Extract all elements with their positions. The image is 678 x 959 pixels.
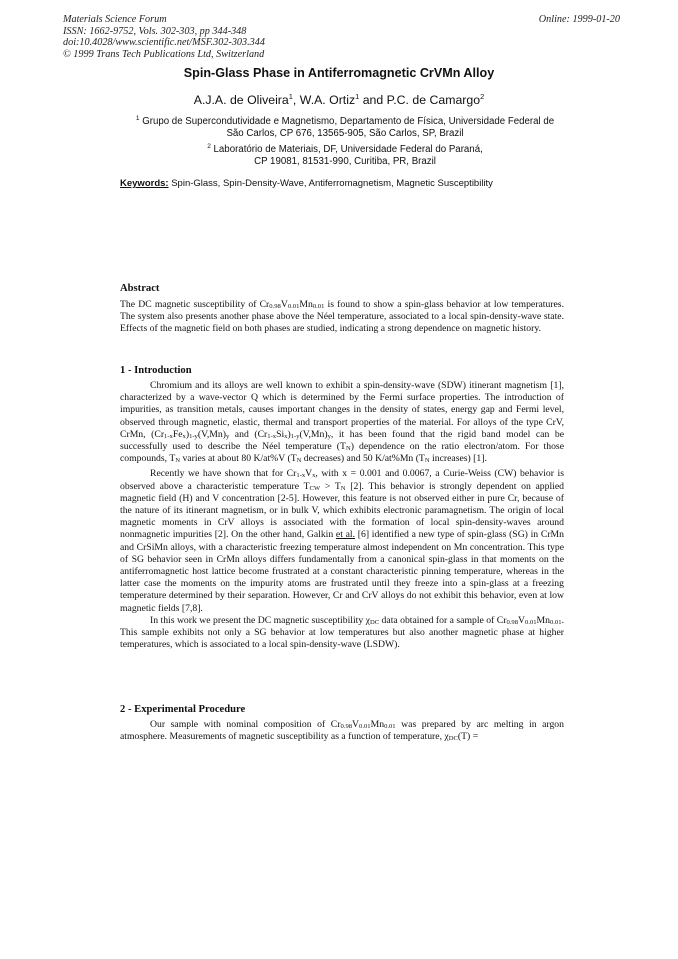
author-list <box>0 92 678 107</box>
issn-line: ISSN: 1662-9752, Vols. 302-303, pp 344-348 <box>63 25 247 37</box>
intro-paragraph-3 <box>120 615 564 652</box>
subscript: 0.01 <box>525 618 537 626</box>
subscript: x <box>284 432 288 440</box>
subscript: 0.01 <box>384 723 396 730</box>
affiliation-text: São Carlos, CP 676, 13565-905, São Carlos, SP, Brazil <box>226 128 464 140</box>
affiliation-mark: 1 <box>288 92 293 101</box>
subscript: 0.01 <box>550 618 562 626</box>
subscript: N <box>424 457 430 465</box>
affiliation-mark: 2 <box>480 92 485 101</box>
text-run: Mn <box>370 719 385 730</box>
text-run: . This sample exhibits not only a SG behavior at low temperatures but also another magnetic phase at higher temperatures, which is associated to a local spin-density-wave (LSDW). <box>120 614 564 651</box>
text-run: ) dependence on the ratio electron/atom. For those compounds, T <box>120 441 564 465</box>
text-run: (V,Mn) <box>299 428 328 440</box>
subscript: N <box>175 457 181 465</box>
text-run: Si <box>276 428 285 440</box>
text-run: V <box>305 468 313 480</box>
et-al-citation: et al. <box>335 529 356 541</box>
text-run: In this work we present the DC magnetic susceptibility χ <box>150 614 370 626</box>
text-run: Mn <box>536 614 551 626</box>
subscript: DC <box>369 618 380 626</box>
subscript: 0.01 <box>312 303 325 310</box>
affiliation-line <box>110 141 580 156</box>
subscript: 0.01 <box>359 723 371 730</box>
text-run: ) <box>185 428 190 440</box>
text-run: decreases) and 50 K/at%Mn (T <box>301 453 425 465</box>
subscript: 1-x <box>267 432 277 440</box>
subscript: x <box>182 432 186 440</box>
keywords <box>120 178 493 189</box>
introduction-heading: 1 - Introduction <box>120 365 192 376</box>
affiliation-line <box>110 113 580 128</box>
subscript: 1-x <box>164 432 173 440</box>
text-run: (V,Mn) <box>197 428 226 440</box>
intro-paragraph-1 <box>120 380 564 465</box>
experimental-body <box>120 719 564 743</box>
affiliation-text: Laboratório de Materiais, DF, Universidade Federal do Paraná, <box>213 144 483 156</box>
subscript: y <box>225 432 230 440</box>
doi-line: doi:10.4028/www.scientific.net/MSF.302-303.344 <box>63 37 265 49</box>
text-run: Recently we have shown that for Cr <box>150 468 297 480</box>
subscript: 0.98 <box>269 303 281 310</box>
text-run: data obtained for a sample of Cr <box>379 614 507 626</box>
text-run: (T) = <box>457 731 479 743</box>
subscript: x <box>312 472 316 480</box>
keywords-label: Keywords: <box>120 178 169 189</box>
text-run: V <box>352 719 360 730</box>
author-name: P.C. de Camargo <box>386 93 481 108</box>
online-date: Online: 1999-01-20 <box>538 14 620 25</box>
author-separator: , <box>292 93 300 108</box>
text-run: is found to show a spin-glass behavior at low temperatures. The system also presents another phase above the Néel temperature, associated to a local spin-density-wave state. Effects of the magnetic field on both phases are studied, indicating a strong dependence on magnetic history. <box>120 299 565 335</box>
subscript: 1-y <box>290 432 300 440</box>
paper-title: Spin-Glass Phase in Antiferromagnetic CrVMn Alloy <box>183 66 495 80</box>
subscript: 1-y <box>189 432 198 440</box>
text-run: , it has been found that the rigid band model can be successfully used to describe the Néel temperature (T <box>120 428 564 453</box>
subscript: CW <box>309 484 321 492</box>
subscript: 0.98 <box>506 618 518 626</box>
text-run: and (Cr <box>229 428 268 440</box>
subscript: N <box>296 457 302 465</box>
abstract-paragraph <box>120 299 564 336</box>
affiliation-mark: 2 <box>207 143 211 150</box>
affiliation-2 <box>110 141 580 169</box>
text-run: varies at about 80 K/at%V (T <box>180 453 297 465</box>
text-run: [2]. This behavior is strongly dependent on applied magnetic field (H) and V concentration [2-5]. However, this feature is not observed either in pure Cr, because of the nature of its itinerant magnetism, or in bulk V, which exhibits electronic paramagnetism. The origin of local magnetic moments in CrV alloys is associated with the formation of local spin-density-waves around nonmagnetic impurities [2]. On the other hand, Galkin <box>120 480 564 541</box>
intro-paragraph-2 <box>120 468 564 614</box>
text-run: V <box>518 614 525 626</box>
journal-header <box>63 14 265 60</box>
affiliation-mark: 1 <box>135 115 140 122</box>
text-run: Mn <box>299 299 313 310</box>
text-run: The DC magnetic susceptibility of Cr <box>120 299 270 310</box>
subscript: N <box>340 484 346 492</box>
affiliation-text: Grupo de Supercondutividade e Magnetismo, Departamento de Física, Universidade Federal de <box>142 116 555 128</box>
subscript: 0.98 <box>340 723 353 730</box>
affiliation-mark: 1 <box>355 92 360 101</box>
text-run: > T <box>320 480 341 492</box>
experimental-heading: 2 - Experimental Procedure <box>120 704 246 715</box>
author-separator: and <box>359 93 387 108</box>
journal-name: Materials Science Forum <box>63 14 167 25</box>
keywords-text: Spin-Glass, Spin-Density-Wave, Antiferromagnetism, Magnetic Susceptibility <box>171 178 493 189</box>
subscript: y <box>327 432 331 440</box>
text-run: [6] identified a new type of spin-glass (SG) in CrMn and CrSiMn alloys, with a characteristic freezing temperature almost independent on Mn concentration. This type of SG behavior seen in CrMn alloys differs fundamentally from a canonical spin-glass in that moments on the antiferromagnetic host lattice become frustrated at a constant characteristic pinning temperature, whereas in the latter case the moments on the impurity atoms are frustrated until they freeze into a spin-glass at a freezing temperature determined by their separation. However, Cr and CrV alloys do not exhibit this behavior, even at low magnetic fields [7,8]. <box>120 529 565 614</box>
text-run: Our sample with nominal composition of Cr <box>150 719 341 730</box>
abstract-body <box>120 299 564 336</box>
author-name: W.A. Ortiz <box>299 93 356 108</box>
text-run: , with x = 0.001 and 0.0067, a Curie-Weiss (CW) behavior is observed above a characteristic temperature T <box>120 468 564 492</box>
affiliation-text: CP 19081, 81531-990, Curitiba, PR, Brazil <box>254 156 436 168</box>
subscript: DC <box>448 735 458 743</box>
text-run: ) <box>287 428 291 440</box>
affiliation-1 <box>110 113 580 141</box>
introduction-body <box>120 380 564 651</box>
text-run: increases) [1]. <box>429 453 487 465</box>
text-run: Fe <box>172 428 183 440</box>
text-run: Chromium and its alloys are well known to exhibit a spin-density-wave (SDW) itinerant magnetism [1], characterized by a wave-vector Q which is determined by the Fermi surface properties. The introduction of impurities, as transition metals, causes important changes in the density of states, energy gap and Fermi level, observed through magnetic, elastic, thermal and transport properties of the material. For alloys of the type CrV, CrMn, (Cr <box>120 380 564 440</box>
text-run: V <box>280 299 288 310</box>
subscript: N <box>345 445 351 453</box>
author-name: A.J.A. de Oliveira <box>193 93 289 108</box>
copyright-line: © 1999 Trans Tech Publications Ltd, Switzerland <box>63 48 265 60</box>
subscript: 0.01 <box>287 303 300 310</box>
subscript: 1-x <box>296 472 306 480</box>
abstract-heading: Abstract <box>120 283 160 294</box>
text-run: was prepared by arc melting in argon atmosphere. Measurements of magnetic susceptibility as a function of temperature, χ <box>120 719 564 743</box>
experimental-paragraph-1 <box>120 719 564 743</box>
